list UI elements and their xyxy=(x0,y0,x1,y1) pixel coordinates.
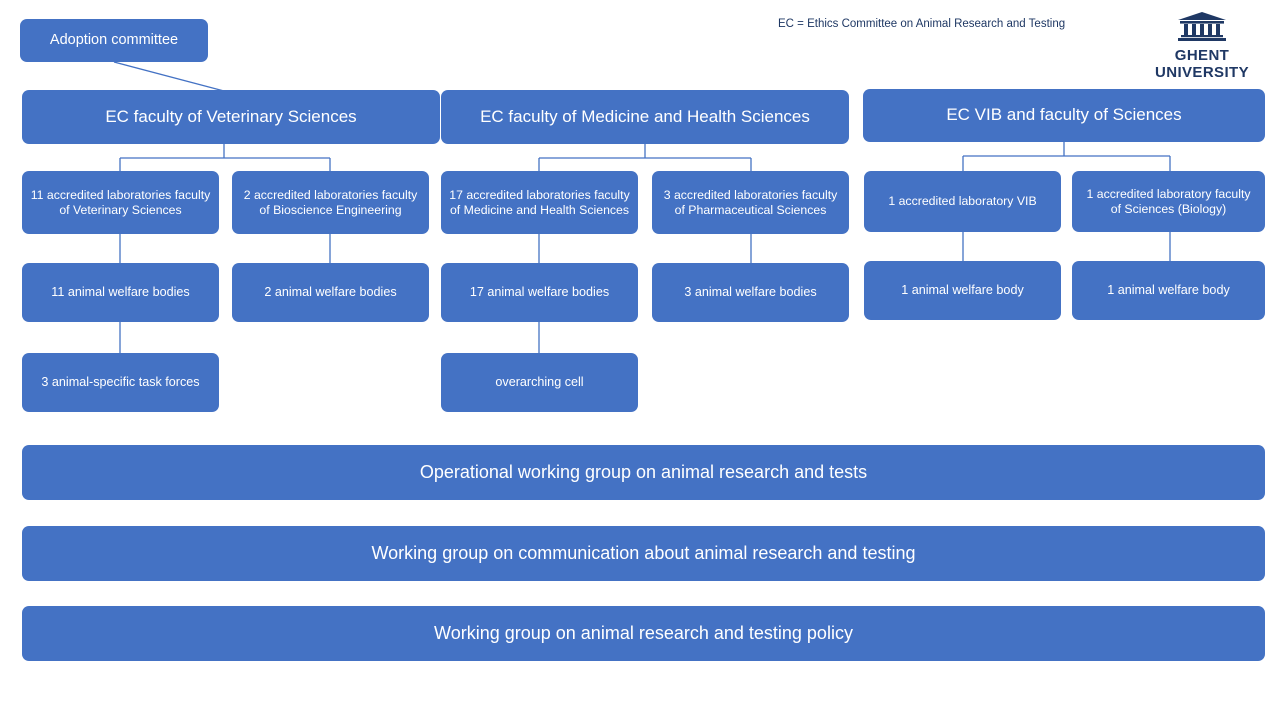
node-awb-sciences[interactable] xyxy=(1072,261,1265,320)
logo-line-1: GHENT xyxy=(1174,47,1230,64)
node-ec-vib-sciences[interactable] xyxy=(863,89,1265,142)
node-label: EC faculty of Medicine and Health Sciences xyxy=(480,106,810,126)
node-label: 1 animal welfare body xyxy=(1107,282,1230,297)
node-label: 3 animal welfare bodies xyxy=(684,284,817,299)
node-ec-veterinary[interactable] xyxy=(22,90,440,144)
node-labs-bioscience[interactable] xyxy=(232,171,429,234)
node-label: overarching cell xyxy=(495,374,584,389)
node-label: 17 accredited laboratories faculty of Medicine and Health Sciences xyxy=(449,187,630,217)
node-labs-pharmaceutical[interactable] xyxy=(652,171,849,234)
node-awb-bioscience[interactable] xyxy=(232,263,429,322)
node-label: Working group on animal research and testing policy xyxy=(434,622,853,643)
node-overarching-cell[interactable] xyxy=(441,353,638,412)
node-ec-medicine[interactable] xyxy=(441,90,849,144)
legend-text: EC = Ethics Committee on Animal Research and Testing xyxy=(778,18,1066,30)
node-operational-working-group[interactable] xyxy=(22,445,1265,500)
node-label: 3 accredited laboratories faculty of Pharmaceutical Sciences xyxy=(663,187,838,217)
node-adoption-committee[interactable] xyxy=(20,19,208,62)
node-label: 1 accredited laboratory faculty of Sciences (Biology) xyxy=(1086,186,1251,216)
node-awb-pharmaceutical[interactable] xyxy=(652,263,849,322)
node-label: EC VIB and faculty of Sciences xyxy=(946,105,1182,125)
node-label: Adoption committee xyxy=(49,31,179,48)
node-label: 1 accredited laboratory VIB xyxy=(888,194,1037,208)
node-label: 11 accredited laboratories faculty of Veterinary Sciences xyxy=(30,187,211,217)
node-label: Working group on communication about animal research and testing xyxy=(371,542,916,563)
node-label: 2 animal welfare bodies xyxy=(264,284,397,299)
node-label: Operational working group on animal research and tests xyxy=(419,461,868,482)
node-awb-medicine[interactable] xyxy=(441,263,638,322)
node-label: 11 animal welfare bodies xyxy=(51,284,190,299)
node-label: 3 animal-specific task forces xyxy=(41,374,200,389)
node-awb-veterinary[interactable] xyxy=(22,263,219,322)
node-label: 2 accredited laboratories faculty of Bioscience Engineering xyxy=(243,187,418,217)
ghent-university-logo xyxy=(1152,12,1252,82)
node-communication-working-group[interactable] xyxy=(22,526,1265,581)
node-task-forces[interactable] xyxy=(22,353,219,412)
node-label: EC faculty of Veterinary Sciences xyxy=(105,106,357,126)
node-labs-vib[interactable] xyxy=(864,171,1061,232)
classical-building-icon xyxy=(1152,12,1252,46)
node-labs-veterinary[interactable] xyxy=(22,171,219,234)
node-label: 17 animal welfare bodies xyxy=(469,284,610,299)
node-awb-vib[interactable] xyxy=(864,261,1061,320)
node-policy-working-group[interactable] xyxy=(22,606,1265,661)
logo-line-2: UNIVERSITY xyxy=(1154,63,1249,81)
node-labs-medicine[interactable] xyxy=(441,171,638,234)
node-labs-sciences[interactable] xyxy=(1072,171,1265,232)
node-label: 1 animal welfare body xyxy=(901,282,1024,297)
